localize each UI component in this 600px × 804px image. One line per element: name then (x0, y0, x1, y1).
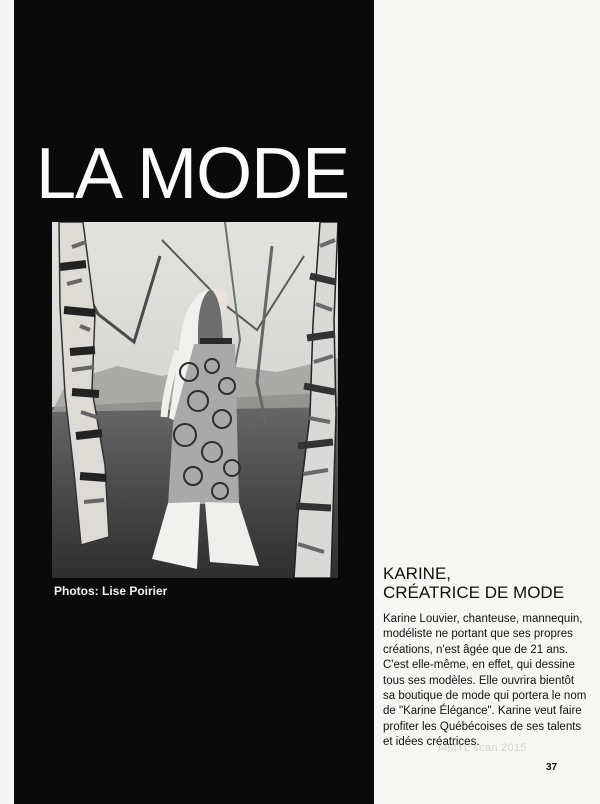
article-title (383, 564, 588, 602)
article-body: Karine Louvier, chanteuse, mannequin, modéliste ne portant que ses propres créations, n'est âgée que de 21 ans. C'est elle-même, en effet, qui dessine tous ses modèles. Elle ouvrira bientôt sa boutique de mode qui portera le nom de "Karine Élégance". Karine veut faire profiter les Québécoises de ses talents et idées créatrices. (383, 613, 587, 749)
fashion-photo (52, 222, 338, 578)
scan-watermark: MMTL scan 2015 (438, 742, 527, 754)
article-title-line: KARINE, (383, 564, 452, 583)
section-title: LA MODE (36, 134, 350, 214)
fashion-photo-illustration (52, 222, 338, 578)
photo-credit: Photos: Lise Poirier (54, 584, 168, 598)
page-margin (0, 0, 14, 804)
article-title-line: CRÉATRICE DE MODE (383, 583, 565, 602)
page-number: 37 (546, 762, 558, 773)
